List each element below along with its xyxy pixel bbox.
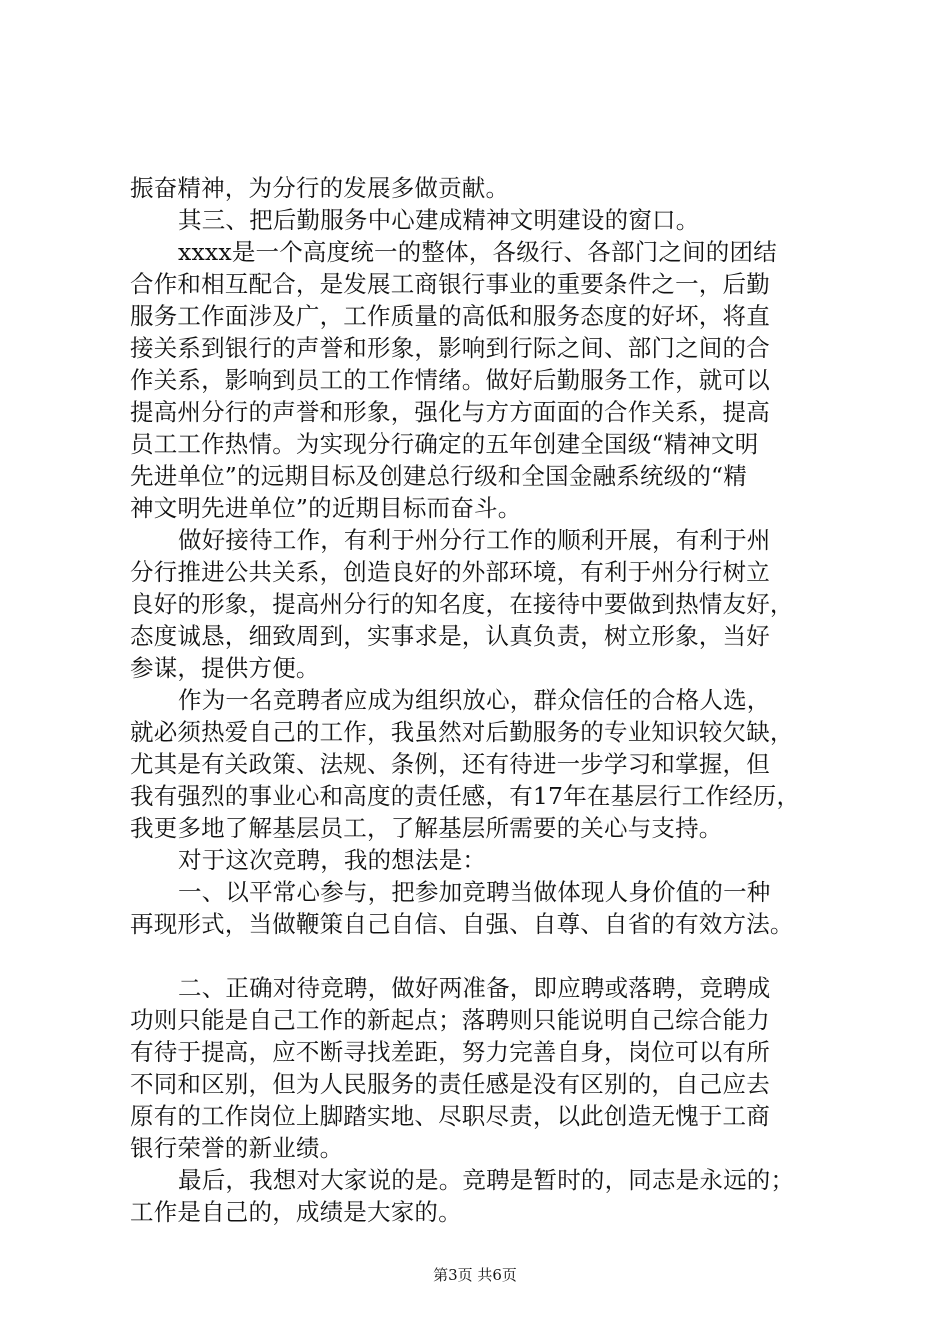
- text-line: 银行荣誉的新业绩。: [130, 1134, 344, 1162]
- text-line: 先进单位”的远期目标及创建总行级和全国金融系统级的“精: [130, 462, 747, 490]
- text-line: 提高州分行的声誉和形象，强化与方方面面的合作关系，提高: [130, 398, 770, 426]
- text-line: 态度诚恳，细致周到，实事求是，认真负责，树立形象，当好: [130, 622, 770, 650]
- text-line: 做好接待工作，有利于州分行工作的顺利开展，有利于州: [178, 526, 771, 554]
- text-line: 员工工作热情。为实现分行确定的五年创建全国级“精神文明: [130, 430, 759, 458]
- text-line: 接关系到银行的声誉和形象，影响到行际之间、部门之间的合: [130, 334, 770, 362]
- text-line: 参谋，提供方便。: [130, 654, 320, 682]
- text-line: 一、以平常心参与，把参加竞聘当做体现人身价值的一种: [178, 878, 771, 906]
- text-line: 就必须热爱自己的工作，我虽然对后勤服务的专业知识较欠缺，: [130, 718, 794, 746]
- text-line: 合作和相互配合，是发展工商银行事业的重要条件之一，后勤: [130, 270, 770, 298]
- text-line: 作关系，影响到员工的工作情绪。做好后勤服务工作，就可以: [130, 366, 770, 394]
- text-line: 最后，我想对大家说的是。竞聘是暂时的，同志是永远的；: [178, 1166, 795, 1194]
- text-line: 尤其是有关政策、法规、条例，还有待进一步学习和掌握，但: [130, 750, 770, 778]
- text-line: 原有的工作岗位上脚踏实地、尽职尽责，以此创造无愧于工商: [130, 1102, 770, 1130]
- text-line: 再现形式，当做鞭策自己自信、自强、自尊、自省的有效方法。: [130, 910, 794, 938]
- text-line: 工作是自己的，成绩是大家的。: [130, 1198, 462, 1226]
- text-line: 分行推进公共关系，创造良好的外部环境，有利于州分行树立: [130, 558, 770, 586]
- text-line: 服务工作面涉及广，工作质量的高低和服务态度的好坏，将直: [130, 302, 770, 330]
- text-line: 其三、把后勤服务中心建成精神文明建设的窗口。: [178, 206, 700, 234]
- text-line: 我更多地了解基层员工，了解基层所需要的关心与支持。: [130, 814, 723, 842]
- text-line: 神文明先进单位”的近期目标而奋斗。: [130, 494, 522, 522]
- text-line: 功则只能是自己工作的新起点；落聘则只能说明自己综合能力: [130, 1006, 770, 1034]
- text-line: xxxx是一个高度统一的整体，各级行、各部门之间的团结: [178, 238, 777, 266]
- text-line: 作为一名竞聘者应成为组织放心，群众信任的合格人选，: [178, 686, 771, 714]
- text-line: 振奋精神，为分行的发展多做贡献。: [130, 174, 510, 202]
- text-line: 二、正确对待竞聘，做好两准备，即应聘或落聘，竞聘成: [178, 974, 771, 1002]
- page-number-footer: 第3页 共6页: [433, 1266, 517, 1284]
- text-line: 有待于提高，应不断寻找差距，努力完善自身，岗位可以有所: [130, 1038, 770, 1066]
- text-line: 良好的形象，提高州分行的知名度，在接待中要做到热情友好，: [130, 590, 794, 618]
- text-line: 不同和区别，但为人民服务的责任感是没有区别的，自己应去: [130, 1070, 770, 1098]
- text-line: 对于这次竞聘，我的想法是：: [178, 846, 487, 874]
- text-line: 我有强烈的事业心和高度的责任感，有17年在基层行工作经历，: [130, 782, 801, 810]
